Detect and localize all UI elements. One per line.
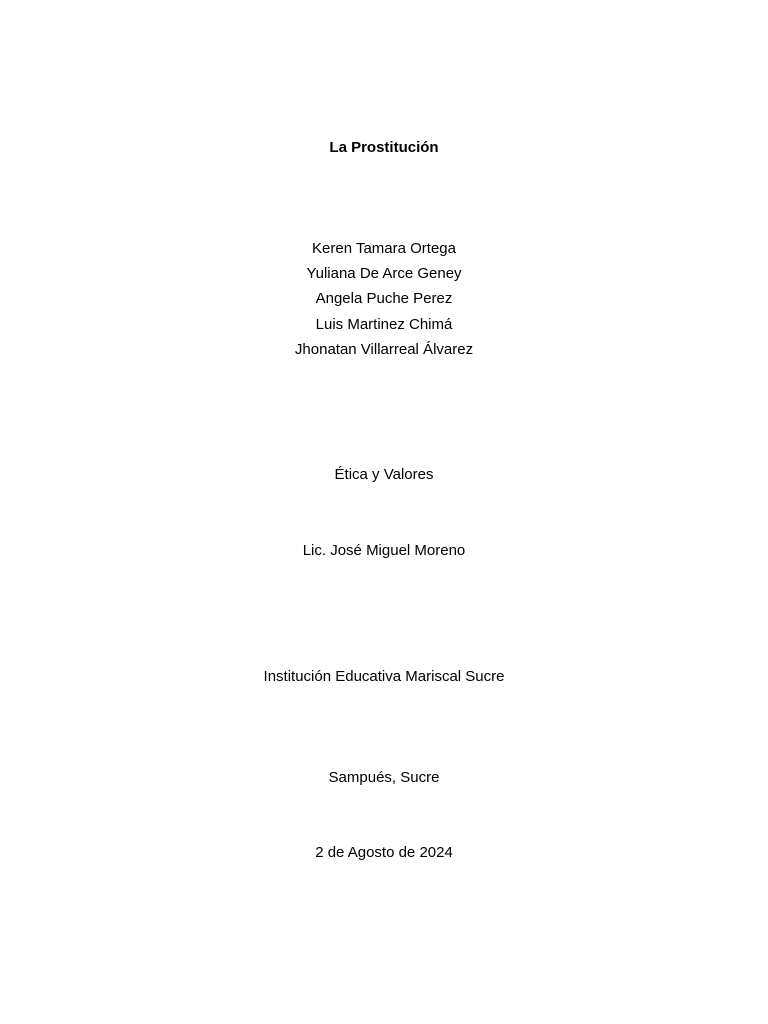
author-2: Yuliana De Arce Geney — [306, 265, 462, 282]
author-3: Angela Puche Perez — [315, 290, 453, 307]
course-name: Ética y Valores — [334, 466, 434, 483]
author-1: Keren Tamara Ortega — [312, 240, 456, 257]
instructor-name: Lic. José Miguel Moreno — [302, 542, 466, 559]
author-4: Luis Martinez Chimá — [315, 316, 453, 333]
institution-name: Institución Educativa Mariscal Sucre — [263, 668, 505, 685]
author-5: Jhonatan Villarreal Álvarez — [294, 341, 474, 358]
document-date: 2 de Agosto de 2024 — [315, 844, 453, 861]
document-title: La Prostitución — [329, 139, 439, 156]
location: Sampués, Sucre — [328, 769, 440, 786]
